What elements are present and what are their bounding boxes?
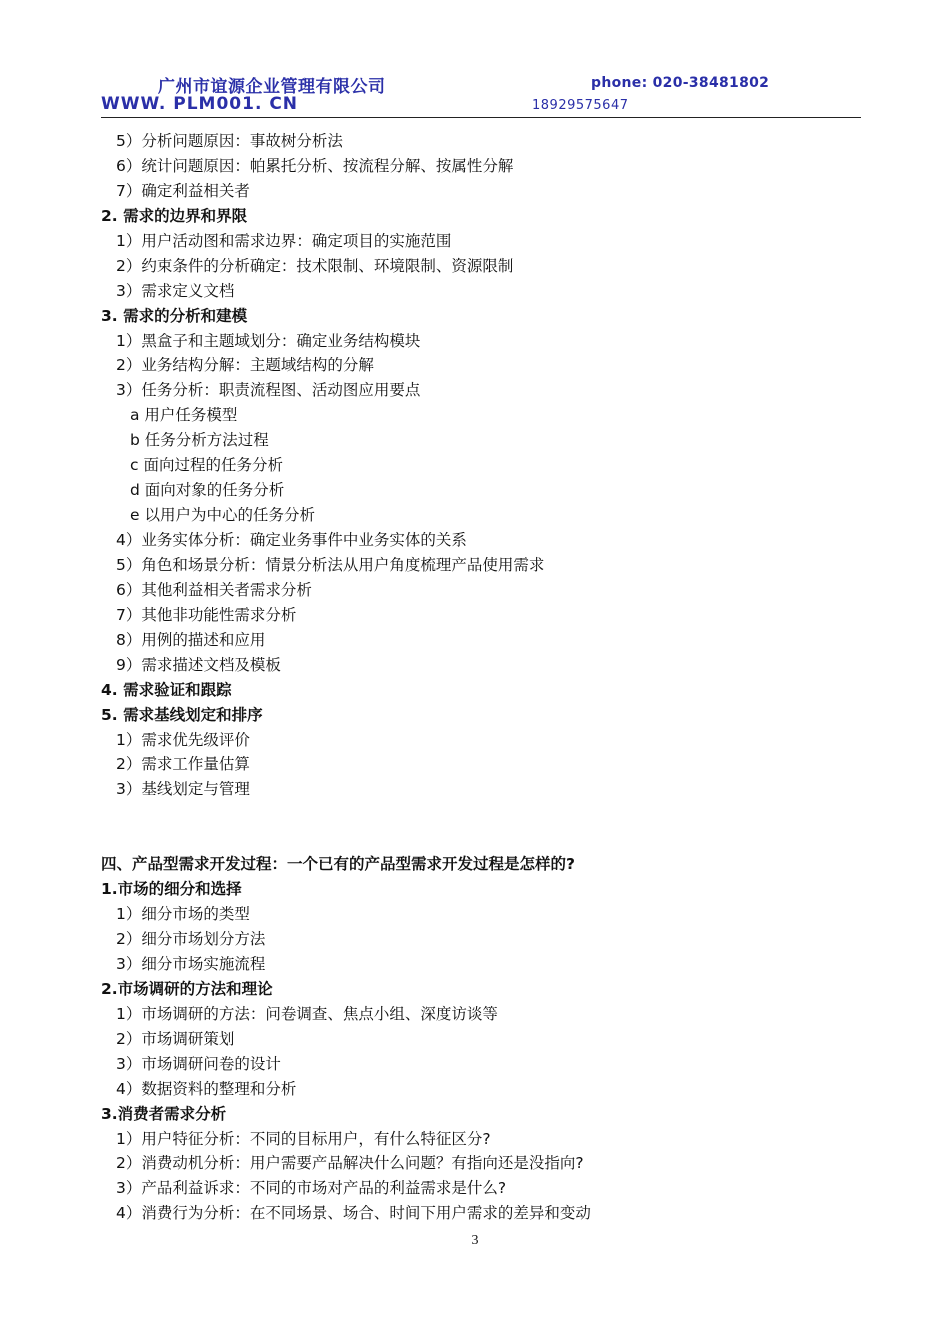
list-item: 2）需求工作量估算 (116, 755, 250, 774)
section-heading: 3. 需求的分析和建模 (101, 306, 248, 325)
header-divider (101, 117, 861, 118)
page-header (101, 70, 861, 118)
section-heading: 2.市场调研的方法和理论 (101, 979, 273, 998)
list-item: 8）用例的描述和应用 (116, 630, 266, 649)
section-heading: 3.消费者需求分析 (101, 1104, 227, 1123)
sub-list-item: e 以用户为中心的任务分析 (130, 506, 315, 525)
section-heading: 5. 需求基线划定和排序 (101, 705, 263, 724)
section-heading: 1.市场的细分和选择 (101, 880, 242, 899)
list-item: 3）需求定义文档 (116, 281, 235, 300)
company-name: 广州市谊源企业管理有限公司 (158, 77, 386, 97)
list-item: 2）约束条件的分析确定：技术限制、环境限制、资源限制 (116, 256, 514, 275)
list-item: 3）任务分析：职责流程图、活动图应用要点 (116, 381, 421, 400)
list-item: 5）分析问题原因：事故树分析法 (116, 132, 343, 150)
list-item: 7）确定利益相关者 (116, 181, 250, 200)
list-item: 3）市场调研问卷的设计 (116, 1054, 281, 1073)
list-item: 2）细分市场划分方法 (116, 930, 266, 949)
list-item: 1）市场调研的方法：问卷调查、焦点小组、深度访谈等 (116, 1004, 498, 1023)
list-item: 4）业务实体分析：确定业务事件中业务实体的关系 (116, 531, 467, 549)
section-spacer (101, 802, 861, 852)
list-item: 1）用户特征分析：不同的目标用户，有什么特征区分? (116, 1129, 491, 1148)
sub-list-item: d 面向对象的任务分析 (130, 481, 285, 500)
section-heading: 四、产品型需求开发过程：一个已有的产品型需求开发过程是怎样的? (101, 855, 575, 874)
sub-list-item: a 用户任务模型 (130, 406, 238, 425)
list-item: 2）业务结构分解：主题域结构的分解 (116, 356, 374, 375)
list-item: 2）消费动机分析：用户需要产品解决什么问题？有指向还是没指向? (116, 1154, 584, 1173)
list-item: 3）基线划定与管理 (116, 780, 250, 799)
list-item: 4）数据资料的整理和分析 (116, 1079, 297, 1098)
page-number: 3 (471, 1233, 479, 1248)
list-item: 1）需求优先级评价 (116, 730, 250, 749)
phone-number: phone: 020-38481802 (591, 75, 770, 91)
list-item: 4）消费行为分析：在不同场景、场合、时间下用户需求的差异和变动 (116, 1204, 591, 1223)
list-item: 3）产品利益诉求：不同的市场对产品的利益需求是什么? (116, 1179, 507, 1198)
list-item: 5）角色和场景分析：情景分析法从用户角度梳理产品使用需求 (116, 555, 545, 574)
list-item: 6）统计问题原因：帕累托分析、按流程分解、按属性分解 (116, 156, 514, 175)
list-item: 7）其他非功能性需求分析 (116, 605, 297, 624)
section-heading: 2. 需求的边界和界限 (101, 206, 248, 225)
sub-list-item: c 面向过程的任务分析 (130, 456, 283, 475)
sub-list-item: b 任务分析方法过程 (130, 431, 269, 450)
mobile-number: 18929575647 (532, 98, 629, 113)
list-item: 9）需求描述文档及模板 (116, 655, 281, 674)
section-heading: 4. 需求验证和跟踪 (101, 680, 232, 699)
website-url: WWW. PLM001. CN (101, 94, 299, 114)
list-item: 2）市场调研策划 (116, 1029, 235, 1048)
list-item: 1）细分市场的类型 (116, 905, 250, 924)
list-item: 3）细分市场实施流程 (116, 954, 266, 973)
list-item: 1）用户活动图和需求边界：确定项目的实施范围 (116, 231, 452, 250)
document-body (101, 129, 861, 1226)
list-item: 1）黑盒子和主题域划分：确定业务结构模块 (116, 331, 421, 350)
list-item: 6）其他利益相关者需求分析 (116, 580, 312, 599)
